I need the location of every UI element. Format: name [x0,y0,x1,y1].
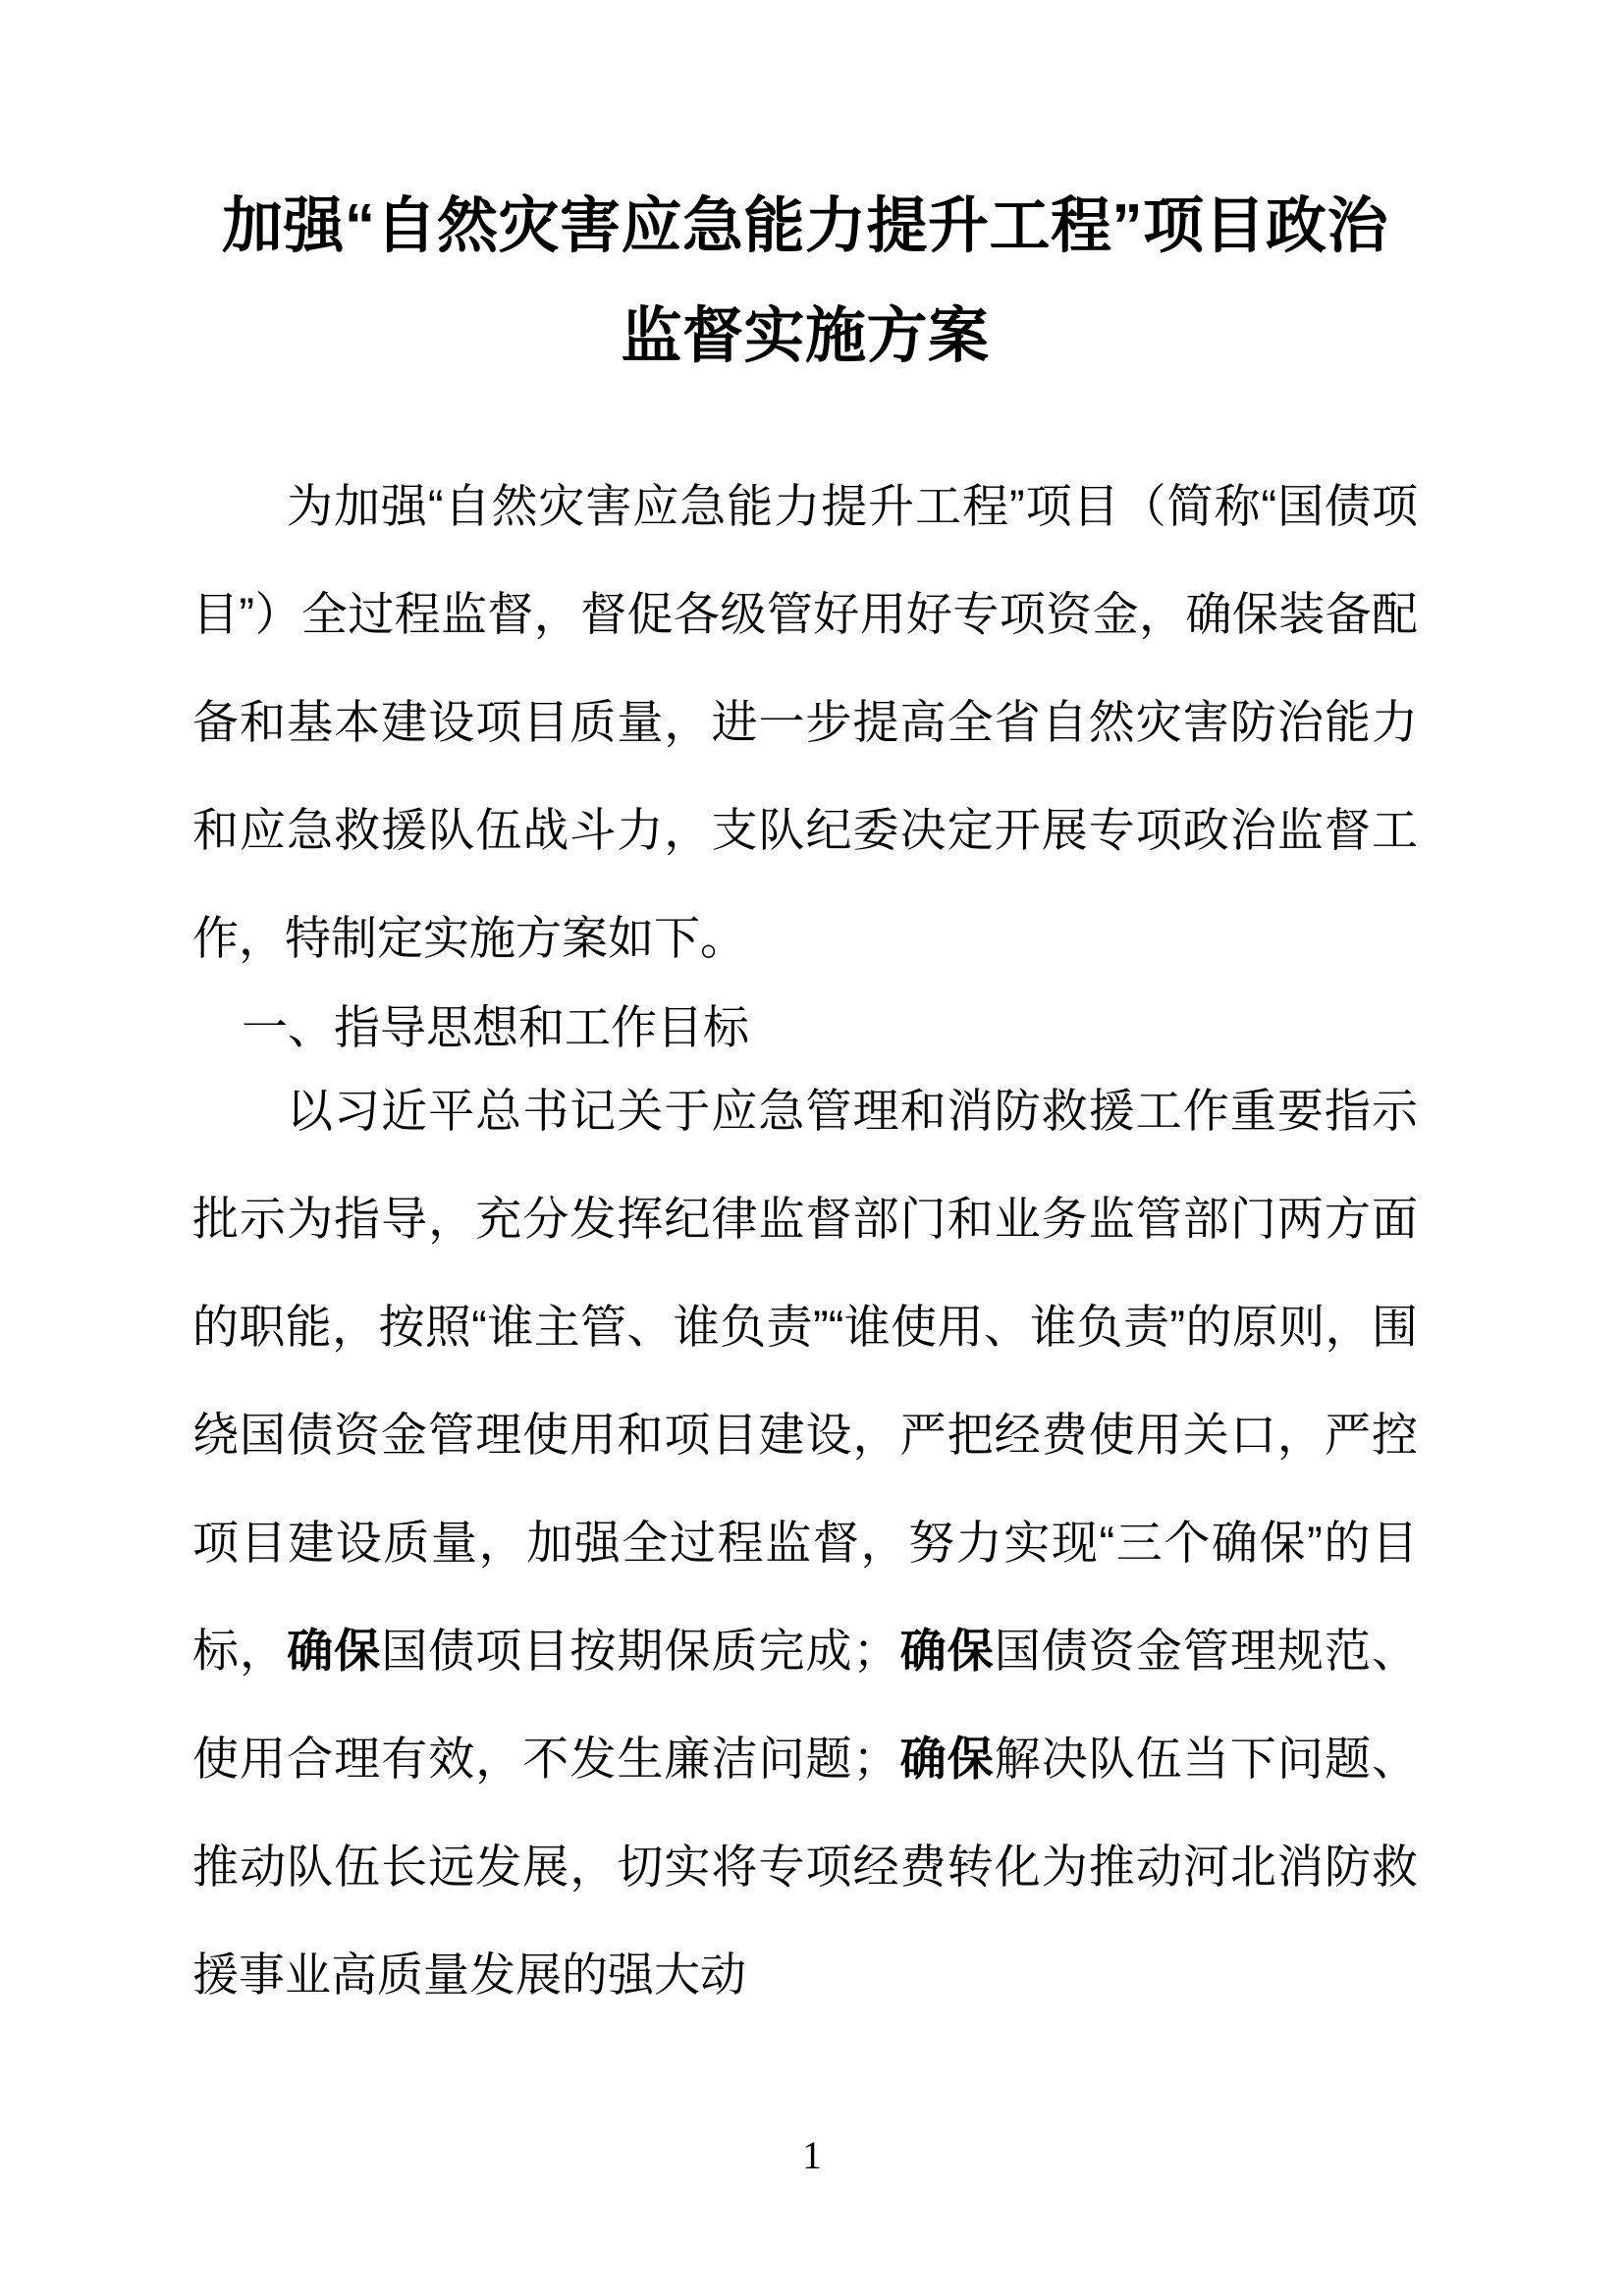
section-1-emphasis-1: 确保 [287,1625,382,1677]
page-title-line-1: 加强“自然灾害应急能力提升工程”项目政治 [221,192,1388,260]
footer-page-number: 1 [802,2133,822,2177]
section-1-emphasis-2: 确保 [898,1625,995,1677]
section-1-emphasis-3: 确保 [898,1733,995,1785]
section-heading-label: 一、指导思想和工作目标 [242,1001,749,1053]
page-title-line-2: 监督实施方案 [621,302,990,370]
paragraph-intro-text: 为加强“自然灾害应急能力提升工程”项目（简称“国债项目”）全过程监督，督促各级管好用好专项资金，确保装备配备和基本建设项目质量，进一步提高全省自然灾害防治能力和应急救援队伍战斗力，支队纪委决定开展专项政治监督工作，特制定实施方案如下。 [192,480,1418,964]
document-body [192,172,1418,2029]
section-heading-guiding-thought [192,992,1418,1063]
paragraph-section-1 [192,1057,1418,2029]
section-1-segment-1: 以习近平总书记关于应急管理和消防救援工作重要指示批示为指导，充分发挥纪律监督部门和业务监管部门两方面的职能，按照“谁主管、谁负责”“谁使用、谁负责”的原则，围绕国债资金管理使用和项目建设，严把经费使用关口，严控项目建设质量，加强全过程监督，努力实现“三个确保”的目标， [192,1085,1418,1677]
section-1-segment-3: 国债资金管理规范、使用合理有效，不发生廉洁问题； [192,1625,1419,1785]
paragraph-intro [192,453,1418,992]
section-1-segment-4: 解决队伍当下问题、推动队伍长远发展，切实将专项经费转化为推动河北消防救援事业高质量发展的强大动 [192,1733,1419,2001]
page-title [192,172,1418,392]
section-1-segment-2: 国债项目按期保质完成； [381,1625,899,1677]
